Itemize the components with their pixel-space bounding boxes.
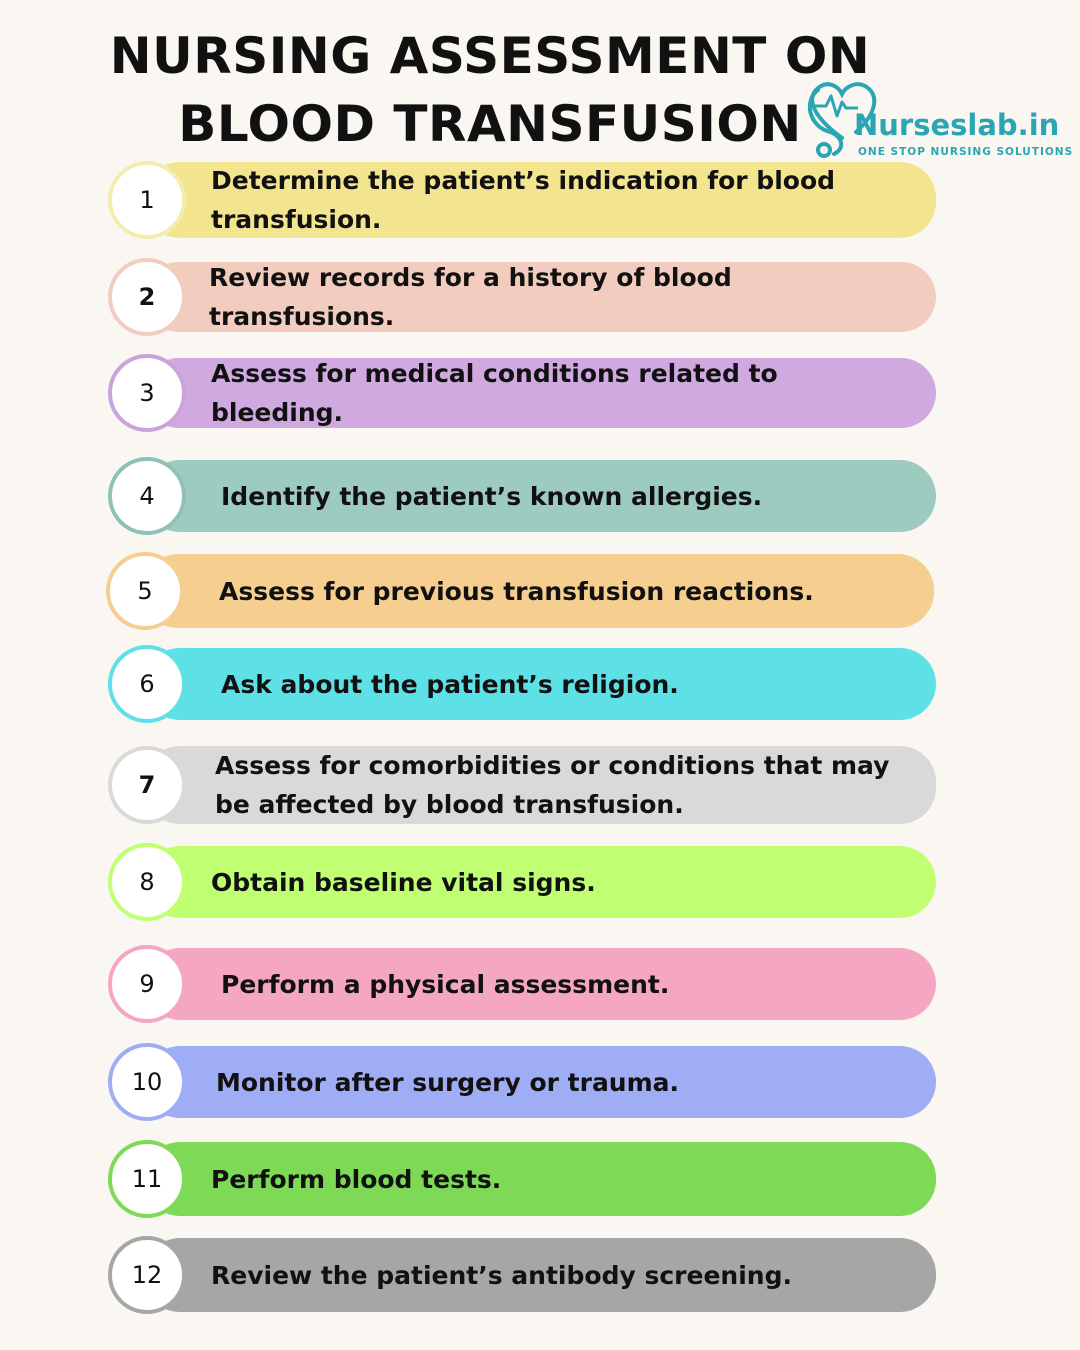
logo-tagline: ONE STOP NURSING SOLUTIONS bbox=[858, 146, 1074, 158]
item-number-badge: 10 bbox=[108, 1043, 186, 1121]
item-text: Review the patient’s antibody screening. bbox=[211, 1260, 792, 1290]
item-number-badge: 6 bbox=[108, 645, 186, 723]
list-item bbox=[108, 846, 936, 918]
item-text: Obtain baseline vital signs. bbox=[211, 867, 596, 897]
item-text: Assess for medical conditions related to bleeding. bbox=[211, 359, 778, 427]
list-item bbox=[108, 746, 936, 824]
item-text: Determine the patient’s indication for blood transfusion. bbox=[211, 166, 836, 234]
item-text: Monitor after surgery or trauma. bbox=[216, 1067, 680, 1097]
item-number-badge: 12 bbox=[108, 1236, 186, 1314]
list-item bbox=[108, 1142, 936, 1216]
item-number-badge: 7 bbox=[108, 746, 186, 824]
list-item bbox=[108, 460, 936, 532]
item-text: Review records for a history of blood transfusions. bbox=[209, 263, 732, 331]
nurseslab-logo bbox=[802, 76, 1074, 166]
list-item bbox=[108, 358, 936, 428]
item-text: Ask about the patient’s religion. bbox=[221, 669, 679, 699]
item-text: Identify the patient’s known allergies. bbox=[221, 481, 763, 511]
item-number-badge: 2 bbox=[108, 258, 186, 336]
item-text: Perform a physical assessment. bbox=[221, 969, 670, 999]
item-number-badge: 4 bbox=[108, 457, 186, 535]
list-item bbox=[108, 1238, 936, 1312]
list-item bbox=[108, 1046, 936, 1118]
list-item bbox=[108, 162, 936, 238]
item-number-badge: 5 bbox=[106, 552, 184, 630]
item-text: Perform blood tests. bbox=[211, 1164, 502, 1194]
list-item bbox=[106, 554, 934, 628]
item-number-badge: 11 bbox=[108, 1140, 186, 1218]
item-number-badge: 9 bbox=[108, 945, 186, 1023]
title-line-1: NURSING ASSESSMENT ON bbox=[109, 27, 871, 85]
list-item bbox=[108, 648, 936, 720]
list-item bbox=[108, 948, 936, 1020]
list-item bbox=[108, 262, 936, 332]
item-number-badge: 3 bbox=[108, 354, 186, 432]
logo-name: Nurseslab.in bbox=[854, 108, 1060, 142]
title-line-2: BLOOD TRANSFUSION bbox=[178, 95, 802, 153]
item-text: Assess for comorbidities or conditions that may be affected by blood transfusion. bbox=[215, 751, 890, 819]
item-number-badge: 1 bbox=[108, 161, 186, 239]
item-number-badge: 8 bbox=[108, 843, 186, 921]
item-text: Assess for previous transfusion reactions. bbox=[219, 576, 814, 606]
